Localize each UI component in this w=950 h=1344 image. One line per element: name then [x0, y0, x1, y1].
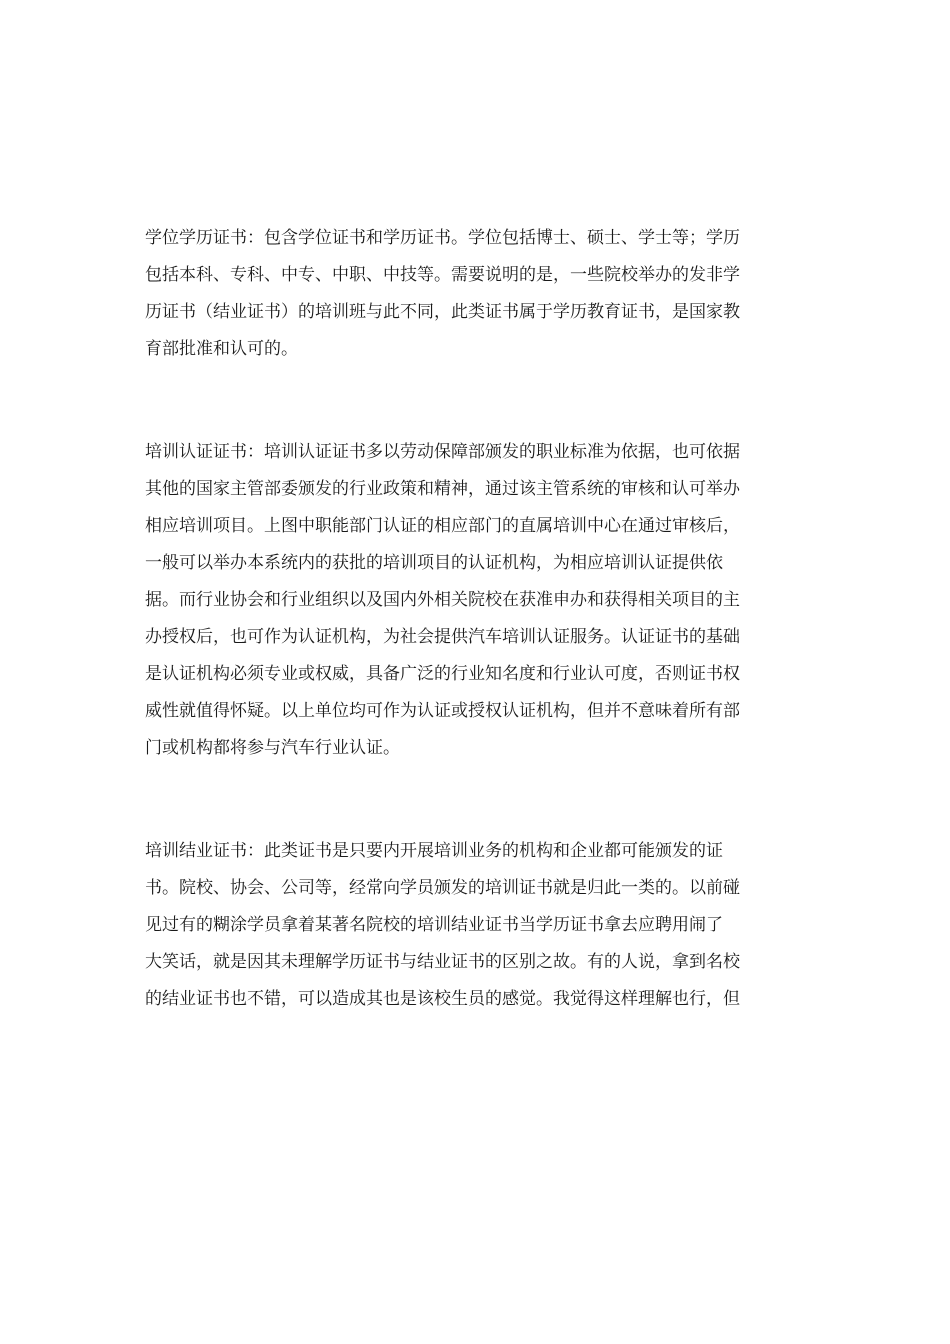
- text-line: 的结业证书也不错，可以造成其也是该校生员的感觉。我觉得这样理解也行，但: [145, 989, 740, 1009]
- text-line: 历证书（结业证书）的培训班与此不同，此类证书属于学历教育证书，是国家教: [145, 302, 740, 322]
- paragraph-completion-certificates: [145, 833, 810, 1018]
- paragraph-spacer: [145, 368, 810, 434]
- text-line: 威性就值得怀疑。以上单位均可作为认证或授权认证机构，但并不意味着所有部: [145, 701, 740, 721]
- document-body: [145, 220, 810, 1018]
- text-line: 是认证机构必须专业或权威，具备广泛的行业知名度和行业认可度，否则证书权: [145, 664, 740, 684]
- text-line: 书。院校、协会、公司等，经常向学员颁发的培训证书就是归此一类的。以前碰: [145, 878, 740, 898]
- text-line: 包括本科、专科、中专、中职、中技等。需要说明的是，一些院校举办的发非学: [145, 265, 740, 285]
- paragraph-degree-certificates: [145, 220, 810, 368]
- paragraph-spacer: [145, 767, 810, 833]
- text-line: 见过有的糊涂学员拿着某著名院校的培训结业证书当学历证书拿去应聘用闹了: [145, 915, 723, 935]
- text-line: 一般可以举办本系统内的获批的培训项目的认证机构，为相应培训认证提供依: [145, 553, 723, 573]
- text-line: 办授权后，也可作为认证机构，为社会提供汽车培训认证服务。认证证书的基础: [145, 627, 740, 647]
- text-line: 据。而行业协会和行业组织以及国内外相关院校在获准申办和获得相关项目的主: [145, 590, 740, 610]
- text-line: 大笑话，就是因其未理解学历证书与结业证书的区别之故。有的人说，拿到名校: [145, 952, 740, 972]
- text-line: 育部批准和认可的。: [145, 339, 298, 359]
- text-line: 培训认证证书：培训认证证书多以劳动保障部颁发的职业标准为依据，也可依据: [145, 442, 740, 462]
- text-line: 门或机构都将参与汽车行业认证。: [145, 738, 400, 758]
- paragraph-training-certification: [145, 434, 810, 767]
- text-line: 其他的国家主管部委颁发的行业政策和精神，通过该主管系统的审核和认可举办: [145, 479, 740, 499]
- text-line: 相应培训项目。上图中职能部门认证的相应部门的直属培训中心在通过审核后，: [145, 516, 740, 536]
- text-line: 培训结业证书：此类证书是只要内开展培训业务的机构和企业都可能颁发的证: [145, 841, 723, 861]
- text-line: 学位学历证书：包含学位证书和学历证书。学位包括博士、硕士、学士等；学历: [145, 228, 740, 248]
